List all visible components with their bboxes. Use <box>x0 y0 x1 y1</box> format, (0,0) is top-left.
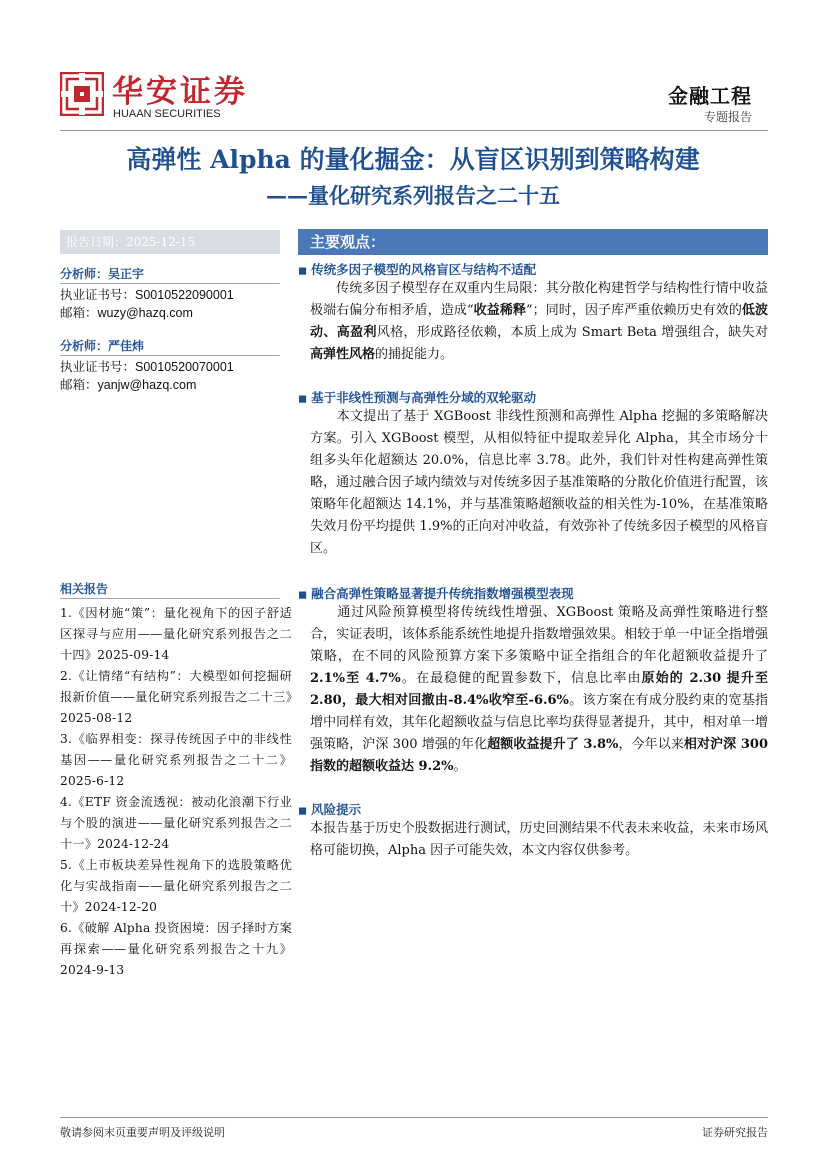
related-report-item[interactable]: 4.《ETF 资金流透视：被动化浪潮下行业与个股的演进——量化研究系列报告之二十一》2024-12-24 <box>60 795 292 851</box>
related-reports-list <box>60 603 292 981</box>
bullet-icon: ◼ <box>298 588 308 601</box>
related-report-item[interactable]: 6.《破解 Alpha 投资困境：因子择时方案再探索——量化研究系列报告之十九》2024-9-13 <box>60 921 292 977</box>
section-body <box>310 818 768 862</box>
cert-number: S0010520070001 <box>135 360 234 374</box>
body-text: 风格，形成路径依赖，本质上成为 Smart Beta 增强组合，缺失对 <box>376 325 768 340</box>
related-report-item[interactable]: 2.《让情绪“有结构”：大模型如何挖掘研报新价值——量化研究系列报告之二十三》2025-08-12 <box>60 669 292 725</box>
section-heading <box>298 260 536 278</box>
emphasis-text: 原始的 2.30 提升至 2.80，最大相对回撤由-8.4%收窄至-6.6% <box>310 671 768 708</box>
body-text: 。 <box>453 759 467 774</box>
cert-label: 执业证书号： <box>60 287 136 302</box>
section-body <box>310 406 768 560</box>
emphasis-text: 2.1%至 4.7% <box>310 671 401 686</box>
report-date: 报告日期：2025-12-15 <box>60 230 280 254</box>
bullet-icon: ◼ <box>298 392 308 405</box>
report-category: 金融工程 <box>668 84 752 108</box>
email-label: 邮箱： <box>60 305 98 320</box>
report-subcategory: 专题报告 <box>703 110 752 124</box>
emphasis-text: 低波动、高盈利 <box>310 303 768 340</box>
body-text: ，今年以来 <box>618 737 684 752</box>
footer-label: 证券研究报告 <box>702 1126 768 1139</box>
section-heading-text: 融合高弹性策略显著提升传统指数增强模型表现 <box>311 586 574 601</box>
analyst-cert <box>60 358 234 376</box>
body-text: 。该方案在有成分股约束的宽基指增中同样有效，其年化超额收益与信息比率均获得显著提升，其中，相对单一增强策略，沪深 300 增强的年化 <box>310 693 768 752</box>
analyst-name: 分析师：吴正宇 <box>60 267 145 281</box>
footer-disclaimer[interactable]: 敬请参阅末页重要声明及评级说明 <box>60 1126 225 1139</box>
report-subtitle: ——量化研究系列报告之二十五 <box>266 183 560 208</box>
cert-label: 执业证书号： <box>60 359 136 374</box>
key-points-label: 主要观点： <box>310 233 386 251</box>
analyst-divider <box>60 355 280 356</box>
related-reports-heading: 相关报告 <box>60 582 109 596</box>
bullet-icon: ◼ <box>298 804 308 817</box>
analyst-name: 分析师：严佳炜 <box>60 339 145 353</box>
related-report-item[interactable]: 3.《临界相变：探寻传统因子中的非线性基因——量化研究系列报告之二十二》2025-6-12 <box>60 732 292 788</box>
section-body <box>310 278 768 366</box>
related-report-item[interactable]: 5.《上市板块差异性视角下的选股策略优化与实战指南——量化研究系列报告之二十》2024-12-20 <box>60 858 292 914</box>
section-heading <box>298 584 574 602</box>
logo-mark <box>60 72 104 116</box>
analyst-divider <box>60 283 280 284</box>
section-heading-text: 风险提示 <box>311 802 362 817</box>
email-label: 邮箱： <box>60 377 98 392</box>
analyst-cert <box>60 286 234 304</box>
section-heading-text: 基于非线性预测与高弹性分域的双轮驱动 <box>311 390 537 405</box>
emphasis-text: 收益稀释 <box>473 303 526 318</box>
section-body <box>310 602 768 778</box>
section-heading <box>298 800 361 818</box>
analyst-email <box>60 376 196 394</box>
section-heading-text: 传统多因子模型的风格盲区与结构不适配 <box>311 262 537 277</box>
email-link[interactable]: wuzy@hazq.com <box>97 306 193 320</box>
logo-text-cn: 华安证券 <box>112 74 248 110</box>
body-text: ”；同时，因子库严重依赖历史有效的 <box>526 303 742 318</box>
emphasis-text: 超额收益提升了 3.8% <box>487 737 619 752</box>
email-link[interactable]: yanjw@hazq.com <box>97 378 197 392</box>
report-title: 高弹性 Alpha 的量化掘金：从盲区识别到策略构建 <box>126 145 700 174</box>
body-text: 的捕捉能力。 <box>375 347 454 362</box>
body-text: 传统多因子模型存在双重内生局限：其分散化构建哲学与结构性行情中收益极端右偏分布相矛盾，造成“ <box>310 281 768 318</box>
emphasis-text: 高弹性风格 <box>310 347 376 362</box>
header-divider <box>60 130 768 131</box>
related-report-item[interactable]: 1.《因材施“策”：量化视角下的因子舒适区探寻与应用——量化研究系列报告之二十四》2025-09-14 <box>60 606 292 662</box>
emphasis-text: 相对沪深 300 指数的超额收益达 9.2% <box>310 737 768 774</box>
logo-text-en: HUAAN SECURITIES <box>113 108 221 120</box>
cert-number: S0010522090001 <box>135 288 234 302</box>
body-text: 。在最稳健的配置参数下，信息比率由 <box>400 671 642 686</box>
body-text: 通过风险预算模型将传统线性增强、XGBoost 策略及高弹性策略进行整合，实证表明，该体系能系统性地提升指数增强效果。相较于单一中证全指增强策略，在不同的风险预算方案下多策略中证全指组合的年化超额收益提升了 <box>310 605 768 664</box>
related-divider <box>60 598 280 599</box>
footer-divider <box>60 1117 768 1118</box>
bullet-icon: ◼ <box>298 264 308 277</box>
section-heading <box>298 388 536 406</box>
body-text: 本文提出了基于 XGBoost 非线性预测和高弹性 Alpha 挖掘的多策略解决方案。引入 XGBoost 模型，从相似特征中提取差异化 Alpha，其全市场分十组多头年化超额达 20.0%，信息比率 3.78。此外，我们针对性构建高弹性策略，通过融合因子域内绩效与对传统多因子基准策略的分散化价值进行配置，该策略年化超额达 14.1%，并与基准策略超额收益的相关性为-10%，在基准策略失效月份平均提供 1.9%的正向对冲收益，有效弥补了传统多因子模型的风格盲区。 <box>310 409 768 556</box>
body-text: 本报告基于历史个股数据进行测试，历史回测结果不代表未来收益，未来市场风格可能切换，Alpha 因子可能失效，本文内容仅供参考。 <box>310 821 768 858</box>
analyst-email <box>60 304 193 322</box>
